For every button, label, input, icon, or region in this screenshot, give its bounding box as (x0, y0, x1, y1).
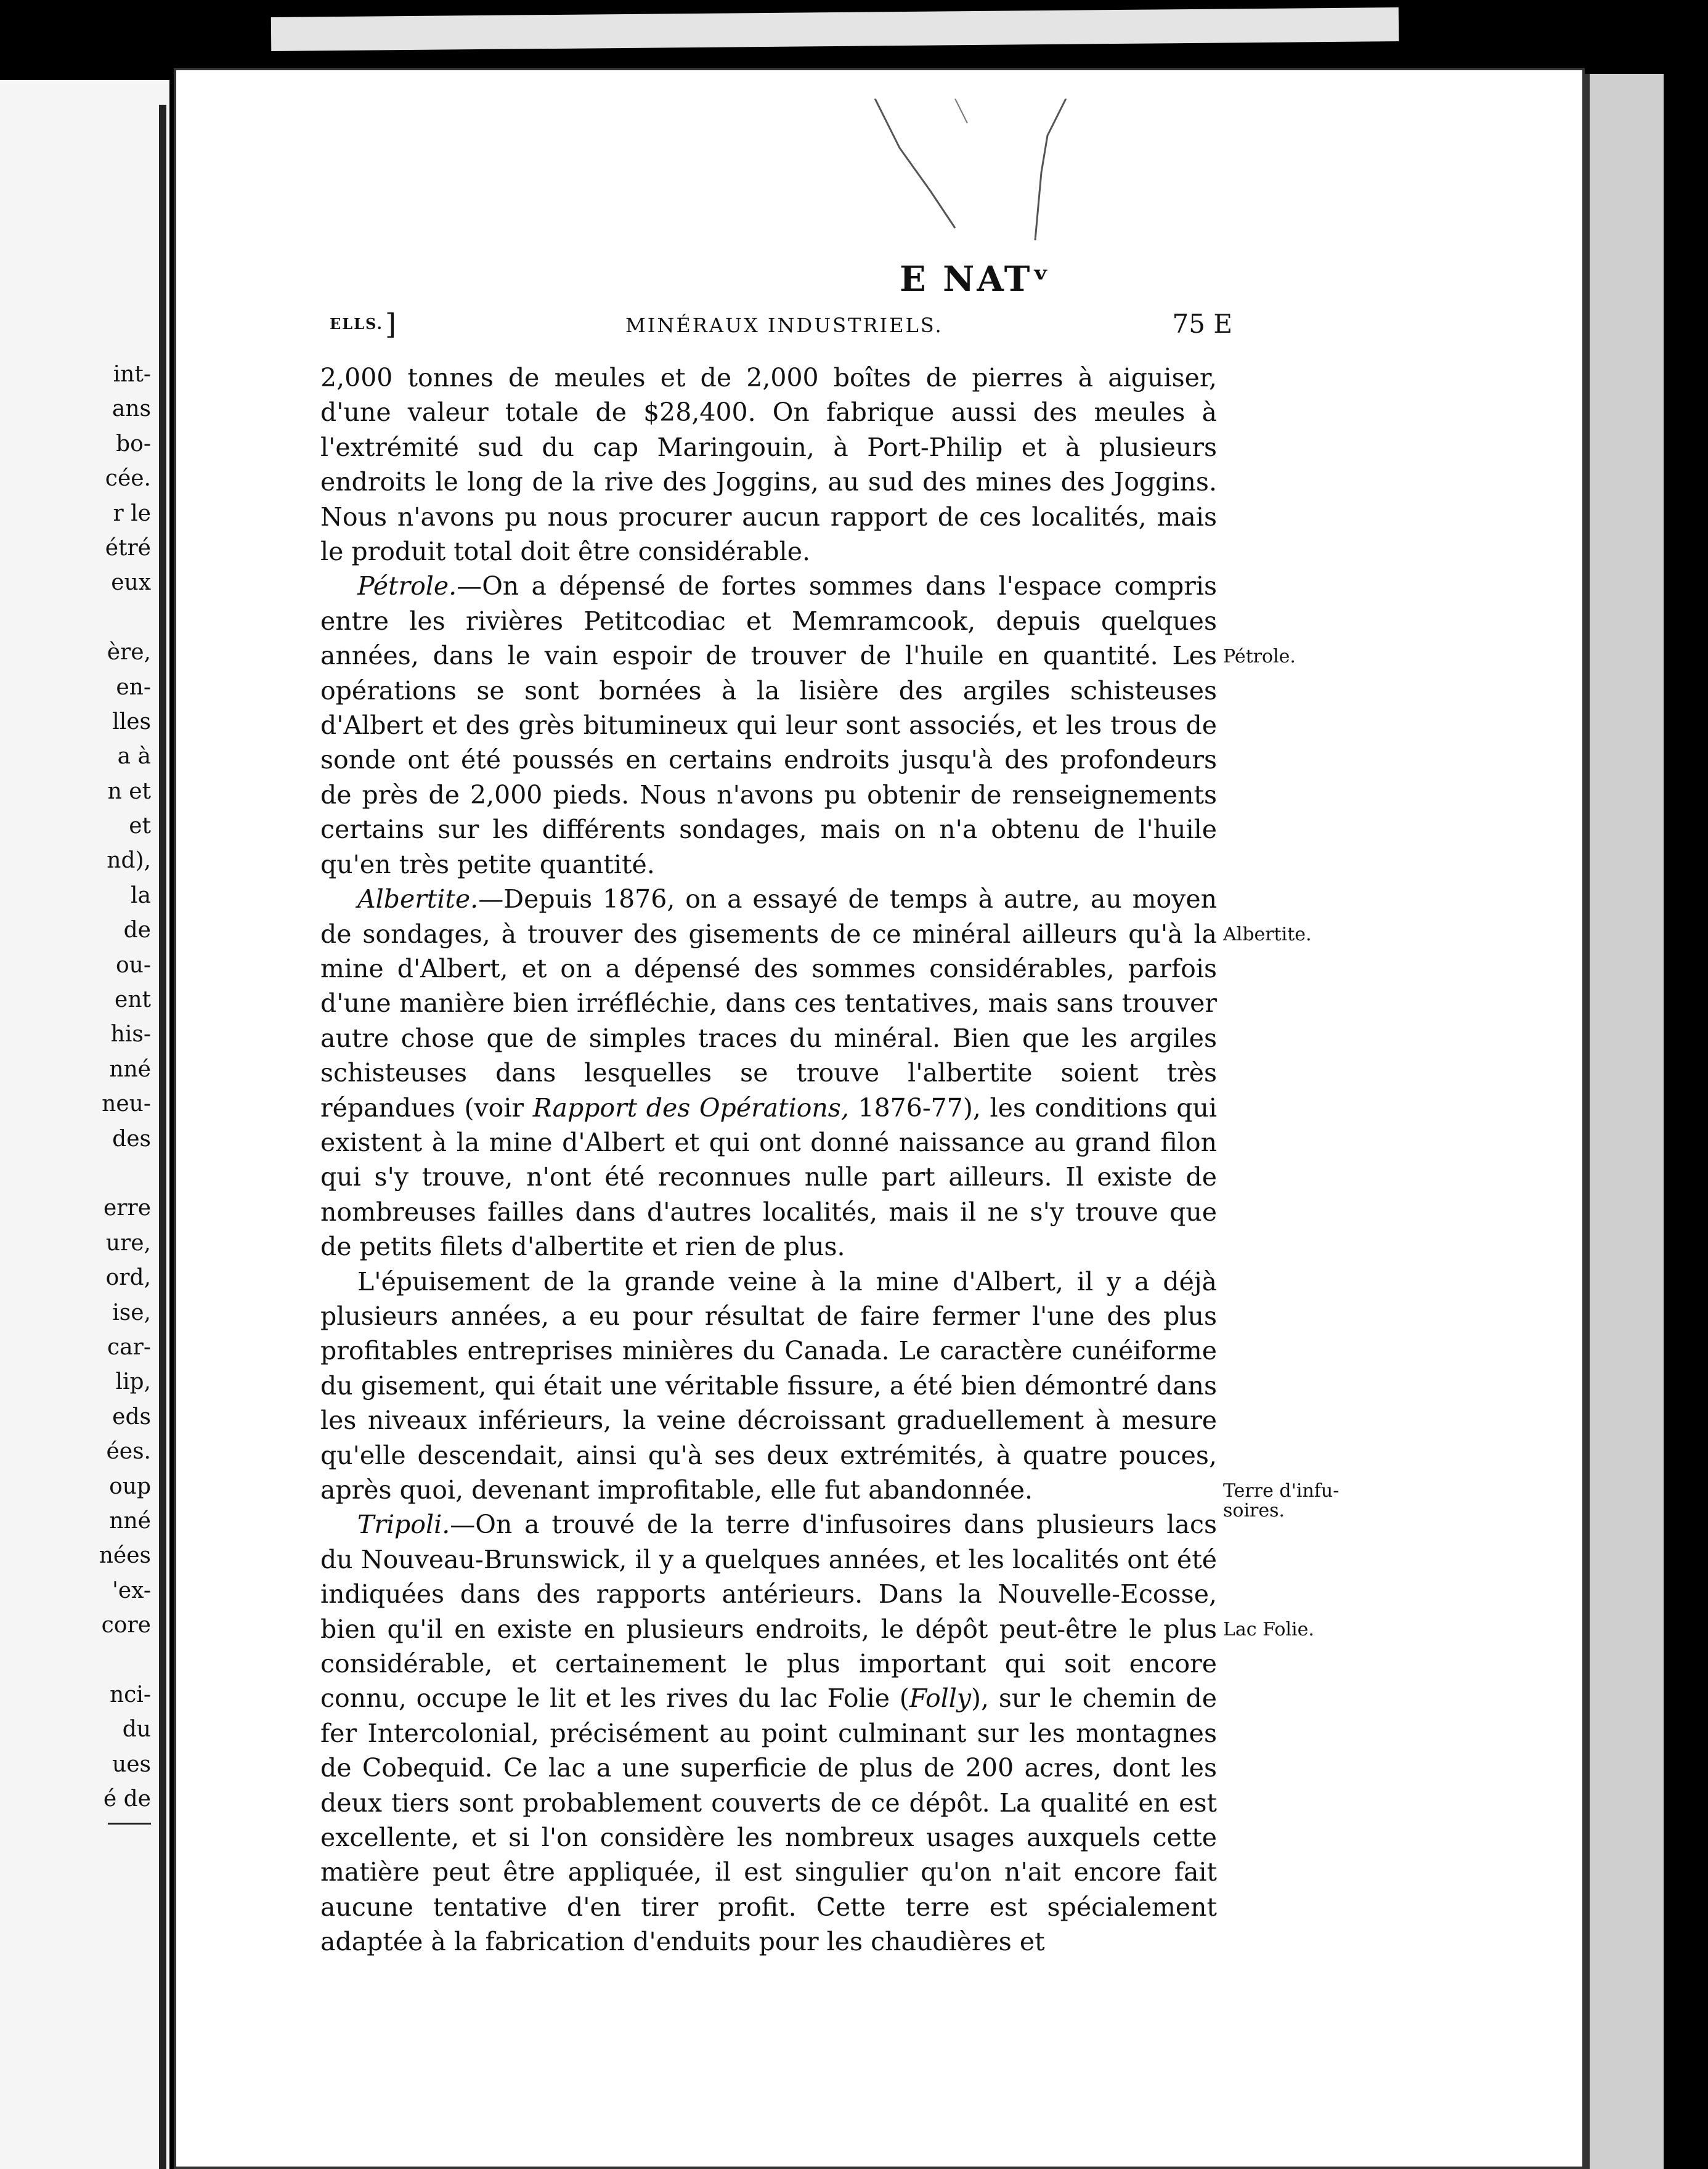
left-page-fragment: nci- (109, 1682, 151, 1707)
top-paper-strip (271, 7, 1399, 51)
left-page-fragment: ise, (112, 1300, 151, 1325)
left-page-fragment: bo- (116, 431, 151, 457)
paper-tear (863, 99, 1097, 259)
left-page-fragment: de (123, 918, 151, 943)
left-page-fragment: ans (112, 396, 151, 422)
header-bracket: ] (385, 307, 396, 341)
left-page-fragment: ues (112, 1751, 151, 1777)
left-page-fragment: ère, (107, 640, 151, 665)
left-page-fragment: cée. (105, 466, 151, 492)
left-page-fragment: la (131, 882, 151, 908)
left-page-fragment: his- (110, 1022, 151, 1048)
running-header (330, 307, 1232, 348)
left-page-fragment: lles (112, 709, 151, 735)
left-page-fragment (3, 1643, 151, 1677)
left-page-fragment: erre (103, 1195, 151, 1221)
left-page-fragment: ées. (106, 1439, 151, 1465)
text-run: L'épuisement de la grande veine à la mine d'Albert, il y a déjà plusieurs années, a eu pour résultat de faire fermer l'une des plus profitables entreprises minières du Canada. Le caractère cunéiforme du gisement, qui était une véritable fissure, a été bien démontré dans les niveaux inférieurs, la veine décroissant graduellement à mesure qu'elle descendait, ainsi qu'à ses deux extrémités, à quatre pouces, après quoi, devenant improfitable, elle fut abandonnée. (320, 1266, 1217, 1505)
header-left: ELLS. (330, 315, 383, 333)
left-page-fragment: étré (105, 535, 151, 561)
paragraph (320, 1507, 1217, 1959)
left-page-fragment: int- (113, 362, 151, 387)
margin-note: Terre d'infu- soires. (1223, 1479, 1340, 1521)
left-page-fragment: eux (111, 570, 151, 596)
left-page-fragment: nées (99, 1543, 151, 1569)
italic-run: Pétrole. (357, 571, 457, 601)
left-page-fragment: neu- (102, 1091, 151, 1117)
left-page-text-fragments (3, 357, 151, 1825)
left-page-fragment: eds (112, 1404, 151, 1430)
bleed-through-title: E NATᵛ (900, 259, 1052, 299)
left-page-fragment: oup (109, 1473, 151, 1499)
left-page-fragment: ou- (115, 952, 151, 978)
body-text (320, 360, 1217, 1959)
italic-run: Rapport des Opérations, (532, 1093, 849, 1123)
text-run: —On a dépensé de fortes sommes dans l'espace compris entre les rivières Petitcodiac et Memramcook, depuis quelques années, dans le vain espoir de trouver de l'huile en quantité. Les opérations se sont bornées à la lisière des argiles schisteuses d'Albert et des grès bitumineux qui leur sont associés, et les trous de sonde ont été poussés en certains endroits jusqu'à des profondeurs de près de 2,000 pieds. Nous n'avons pu obtenir de renseignements certains sur les différents sondages, mais on n'a obtenu de l'huile qu'en très petite quantité. (320, 571, 1217, 879)
left-page-fragment: nd), (107, 848, 151, 874)
paragraph (320, 882, 1217, 1264)
left-page-fragment (3, 1157, 151, 1191)
left-page-fragment: nné (109, 1508, 151, 1534)
left-page-fragment: car- (107, 1334, 151, 1360)
margin-note: Pétrole. (1223, 646, 1296, 668)
italic-run: Tripoli. (357, 1510, 450, 1540)
text-run: 2,000 tonnes de meules et de 2,000 boîtes de pierres à aiguiser, d'une valeur totale de $28,400. On fabrique aussi des meules à l'extrémité sud du cap Maringouin, à Port-Philip et à plusieurs endroits le long de la rive des Joggins, au sud des mines des Joggins. Nous n'avons pu nous procurer aucun rapport de ces localités, mais le produit total doit être considérable. (320, 363, 1217, 567)
paragraph (320, 569, 1217, 882)
text-run: ), sur le chemin de fer Intercolonial, précisément au point culminant sur les montagnes de Cobequid. Ce lac a une superficie de plus de 200 acres, dont les deux tiers sont probablement couverts de ce dépôt. La qualité en est excellente, et si l'on considère les nombreux usages auxquels cette matière peut être appliquée, il est singulier qu'on n'ait encore fait aucune tentative d'en tirer profit. Cette terre est spécialement adaptée à la fabrication d'enduits pour les chaudières et (320, 1683, 1217, 1957)
left-page-fragment: ure, (105, 1230, 151, 1256)
left-page-fragment: r le (113, 500, 151, 526)
left-page-edge (0, 80, 169, 2169)
right-page-edge (1585, 74, 1664, 2169)
left-page-fragment: core (101, 1613, 151, 1638)
page-number: 75 E (1172, 309, 1232, 339)
left-page-fragment: ent (115, 987, 151, 1013)
left-page-fragment: a à (117, 744, 151, 770)
left-page-fragment: 'ex- (112, 1577, 151, 1603)
italic-run: Albertite. (357, 884, 479, 914)
left-page-fragment: des (112, 1126, 151, 1152)
paragraph (320, 360, 1217, 569)
left-page-fragment (3, 601, 151, 635)
header-title: MINÉRAUX INDUSTRIELS. (625, 314, 943, 337)
margin-note: Lac Folie. (1223, 1619, 1314, 1641)
binding-line (159, 105, 166, 2169)
left-page-fragment: ord, (105, 1265, 151, 1291)
left-page-fragment: n et (107, 778, 151, 804)
paragraph (320, 1264, 1217, 1508)
text-run: 1876-77), les conditions qui existent à la mine d'Albert et qui ont donné naissance au grand filon qui s'y trouve, n'ont été reconnues nulle part ailleurs. Il existe de nombreuses failles dans d'autres localités, mais il ne s'y trouve que de petits filets d'albertite et rien de plus. (320, 1093, 1217, 1262)
left-page-fragment: é de (103, 1786, 151, 1812)
left-page-fragment: et (129, 813, 151, 839)
text-run: —Depuis 1876, on a essayé de temps à autre, au moyen de sondages, à trouver des gisements de ce minéral ailleurs qu'à la mine d'Albert, et on a dépensé des sommes considérables, parfois d'une manière bien irréfléchie, dans ces tentatives, mais sans trouver autre chose que de simples traces du minéral. Bien que les argiles schisteuses dans lesquelles se trouve l'albertite soient très répandues (voir (320, 884, 1217, 1123)
text-run: —On a trouvé de la terre d'infusoires dans plusieurs lacs du Nouveau-Brunswick, il y a quelques années, et les localités ont été indiquées dans des rapports antérieurs. Dans la Nouvelle-Ecosse, bien qu'il en existe en plusieurs endroits, le dépôt peut-être le plus considérable, et certainement le plus important qui soit encore connu, occupe le lit et les rives du lac Folie ( (320, 1510, 1217, 1714)
left-page-fragment: du (122, 1717, 151, 1743)
margin-note: Albertite. (1223, 924, 1312, 946)
left-page-fragment: lip, (115, 1369, 151, 1395)
left-page-rule (108, 1823, 151, 1825)
left-page-fragment: nné (109, 1056, 151, 1082)
italic-run: Folly (909, 1683, 972, 1714)
left-page-fragment: en- (116, 674, 151, 700)
